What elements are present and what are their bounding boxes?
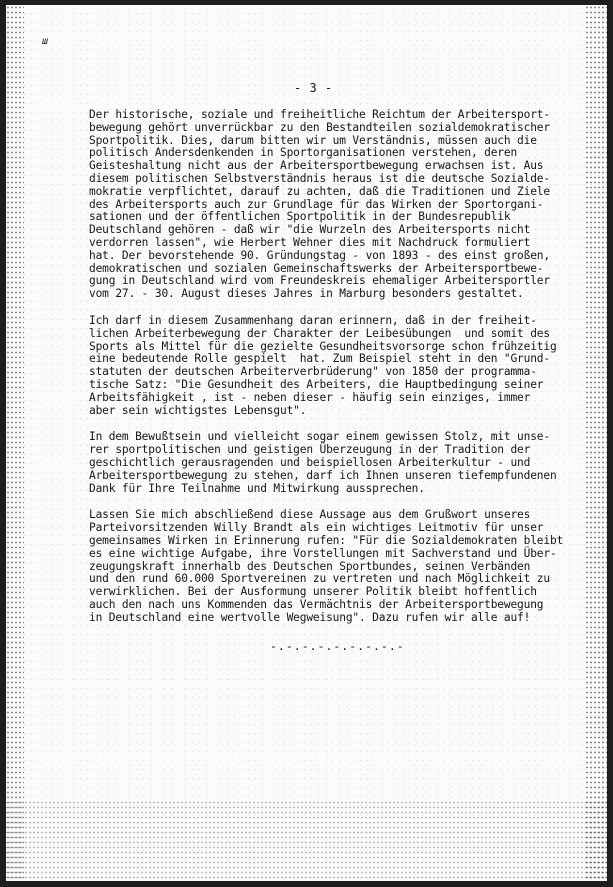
- text-line: Geisteshaltung nicht aus der Arbeitersportbewegung erwachsen ist. Aus: [89, 159, 544, 173]
- scan-noise-bottom: [0, 800, 613, 881]
- text-line: demokratischen und sozialen Gemeinschaftswerks der Arbeitersportbewe-: [89, 261, 544, 275]
- text-line: In dem Bewußtsein und vielleicht sogar einem gewissen Stolz, mit unse-: [89, 430, 550, 444]
- text-line: verwirklichen. Bei der Ausformung unserer Politik bleibt hoffentlich: [89, 585, 537, 599]
- text-line: Sportpolitik. Dies, darum bitten wir um Verständnis, müssen auch die: [89, 133, 537, 147]
- corner-handwritten-mark: ш: [42, 36, 49, 47]
- text-line: und den rund 60.000 Sportvereinen zu vertreten und nach Möglichkeit zu: [89, 572, 550, 586]
- text-line: sationen und der öffentlichen Sportpolitik in der Bundesrepublik: [89, 210, 511, 224]
- text-line: geschichtlich gerausragenden und beispiellosen Arbeiterkultur - und: [89, 455, 531, 469]
- text-line: aber sein wichtigstes Lebensgut".: [89, 403, 307, 417]
- text-line: statuten der deutschen Arbeiterverbrüderung" von 1850 der programma-: [89, 365, 537, 379]
- text-line: tische Satz: "Die Gesundheit des Arbeiters, die Hauptbedingung seiner: [89, 377, 544, 391]
- text-line: des Arbeitersports auch zur Grundlage für das Wirken der Sportorgani-: [89, 197, 544, 211]
- scan-border-bottom: [0, 881, 613, 887]
- text-line: diesem politischen Selbstverständnis heraus ist die deutsche Sozialde-: [89, 171, 550, 185]
- text-line: in Deutschland eine wertvolle Wegweisung". Dazu rufen wir alle auf!: [89, 610, 531, 624]
- text-line: politisch Andersdenkenden in Sportorganisationen verstehen, deren: [89, 146, 518, 160]
- text-line: Parteivorsitzenden Willy Brandt als ein wichtiges Leitmotiv für unser: [89, 521, 544, 535]
- text-line: Der historische, soziale und freiheitliche Reichtum der Arbeitersport-: [89, 108, 550, 121]
- text-line: bewegung gehört unverrückbar zu den Bestandteilen sozialdemokratischer: [89, 120, 550, 134]
- paragraph-1: [89, 109, 589, 301]
- page-number: - 3 -: [294, 81, 333, 95]
- text-line: Arbeitersportbewegung zu stehen, darf ich Ihnen unseren tiefempfundenen: [89, 468, 557, 482]
- text-line: zeugungskraft innerhalb des Deutschen Sportbundes, seinen Verbänden: [89, 559, 531, 573]
- text-line: Arbeitsfähigkeit , ist - neben dieser - häufig sein einziges, immer: [89, 390, 531, 404]
- text-line: rer sportpolitischen und geistigen Überzeugung in der Tradition der: [89, 443, 531, 457]
- paragraph-2: [89, 315, 589, 417]
- scan-border-left: [0, 0, 6, 887]
- text-line: hat. Der bevorstehende 90. Gründungstag - von 1893 - des einst großen,: [89, 248, 550, 262]
- text-line: vom 27. - 30. August dieses Jahres in Marburg besonders gestaltet.: [89, 287, 524, 301]
- text-line: Dank für Ihre Teilnahme und Mitwirkung aussprechen.: [89, 481, 425, 495]
- scan-border-top: [0, 0, 613, 5]
- text-line: mokratie verpflichtet, darauf zu achten, daß die Traditionen und Ziele: [89, 184, 550, 198]
- text-line: gemeinsames Wirken in Erinnerung rufen: "Für die Sozialdemokraten bleibt: [89, 533, 564, 547]
- text-line: Ich darf in diesem Zusammenhang daran erinnern, daß in der freiheit-: [89, 313, 537, 327]
- text-line: gung in Deutschland wird vom Freundeskreis ehemaliger Arbeitersportler: [89, 274, 550, 288]
- text-line: lichen Arbeiterbewegung der Charakter der Leibesübungen und somit des: [89, 326, 550, 340]
- text-line: auch den nach uns Kommenden das Vermächtnis der Arbeitersportbewegung: [89, 597, 544, 611]
- closing-separator: -.-.-.-.-.-.-.-.-: [270, 639, 405, 653]
- text-line: eine bedeutende Rolle gespielt hat. Zum Beispiel steht in den "Grund-: [89, 352, 550, 366]
- text-line: Deutschland gehören - daß wir "die Wurzeln des Arbeitersports nicht: [89, 223, 531, 237]
- text-line: verdorren lassen", wie Herbert Wehner dies mit Nachdruck formuliert: [89, 235, 531, 249]
- text-line: Sports als Mittel für die gezielte Gesundheitsvorsorge schon frühzeitig: [89, 339, 557, 353]
- scan-border-right: [607, 0, 613, 887]
- paragraph-3: [89, 431, 589, 495]
- text-line: es eine wichtige Aufgabe, ihre Vorstellungen mit Sachverstand und Über-: [89, 546, 557, 560]
- text-line: Lassen Sie mich abschließend diese Aussage aus dem Grußwort unseres: [89, 508, 531, 522]
- scan-noise-left: [6, 0, 24, 887]
- body-text: [89, 109, 589, 638]
- paragraph-4: [89, 509, 589, 624]
